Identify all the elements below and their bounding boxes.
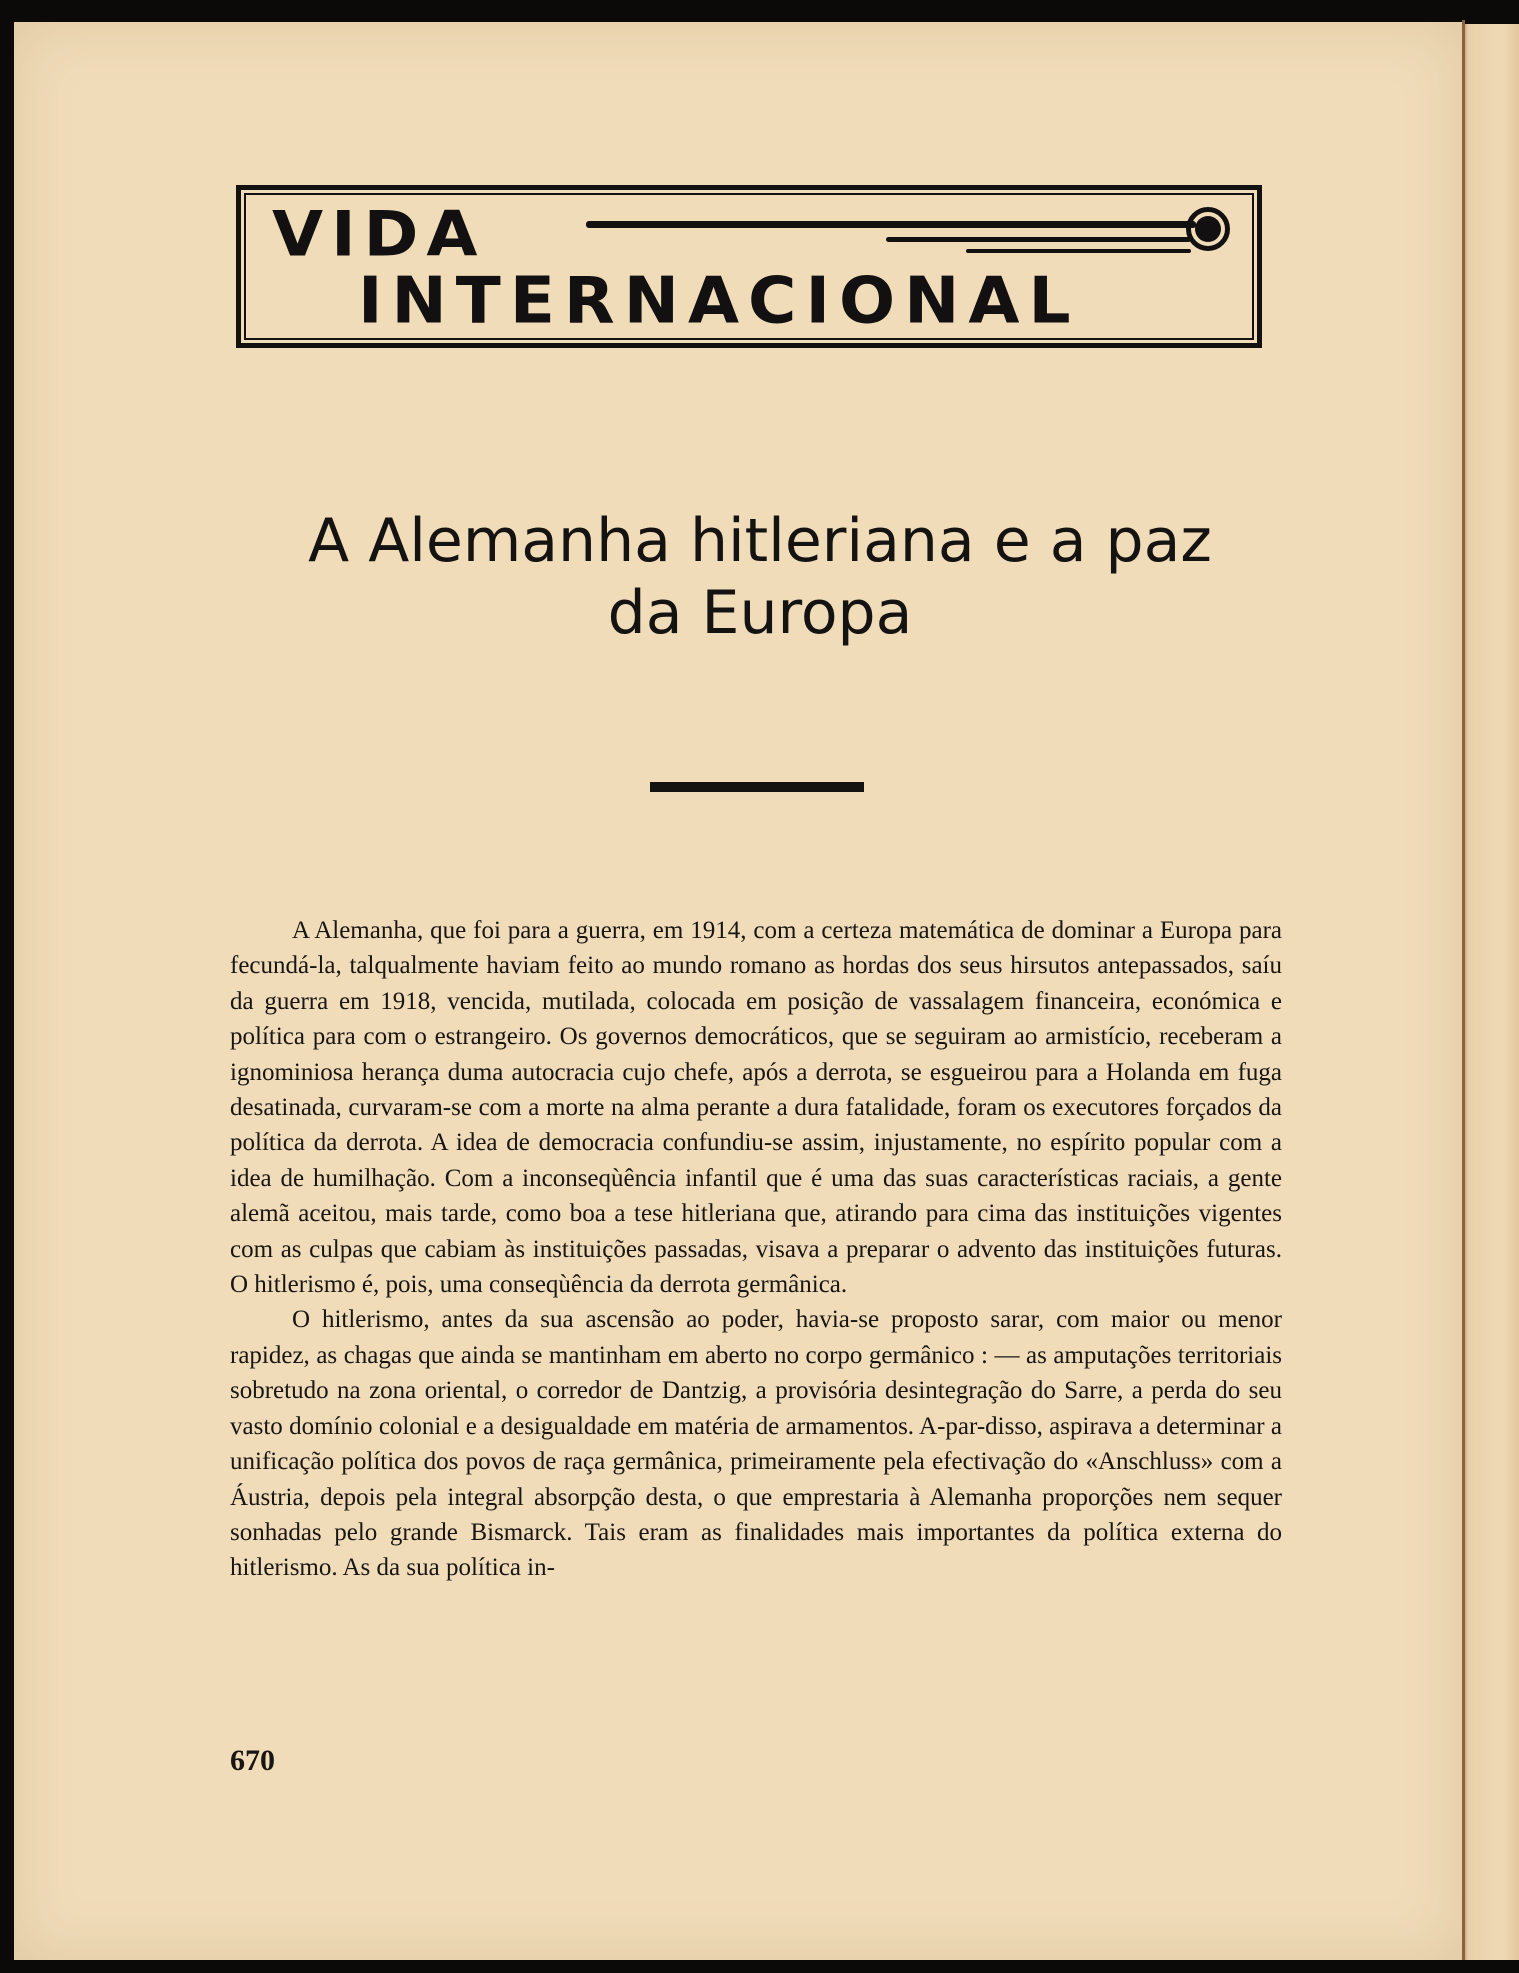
masthead-ornament-dot — [1195, 216, 1221, 242]
page-binding-edge — [1462, 20, 1465, 1960]
masthead-rule-1 — [586, 221, 1196, 228]
article-paragraph-2: O hitlerismo, antes da sua ascensão ao poder, havia-se proposto sarar, com maior ou menor rapidez, as chagas que ainda se mantinham em aberto no corpo germânico : — as amputações territoriais sobretudo na zona oriental, o corredor de Dantzig, a provisória desintegração do Sarre, a perda do seu vasto domínio colonial e a desigualdade em matéria de armamentos. A-par-disso, aspirava a determinar a unificação política dos povos de raça germânica, primeiramente pela efectivação do «Anschluss» com a Áustria, depois pela integral absorpção desta, o que emprestaria à Alemanha proporções nem sequer sonhadas pelo grande Bismarck. Tais eram as finalidades mais importantes da política externa do hitlerismo. As da sua política in- — [230, 1306, 1282, 1582]
article-paragraph-1: A Alemanha, que foi para a guerra, em 1914, com a certeza matemática de dominar a Europa para fecundá-la, talqualmente haviam feito ao mundo romano as hordas dos seus hirsutos antepassados, saíu da guerra em 1918, vencida, mutilada, colocada em posição de vassalagem financeira, económica e política para com o estrangeiro. Os governos democráticos, que se seguiram ao armistício, receberam a ignominiosa herança duma autocracia cujo chefe, após a derrota, se esgueirou para a Holanda em fuga desatinada, curvaram-se com a morte na alma perante a dura fatalidade, foram os executores forçados da política da derrota. A idea de democracia confundiu-se assim, injustamente, no espírito popular com a idea de humilhação. Com a inconseqùência infantil que é uma das suas características raciais, a gente alemã aceitou, mais tarde, como boa a tese hitleriana que, atirando para cima das instituições vigentes com as culpas que cabiam às instituições passadas, visava a preparar o advento das instituições futuras. O hitlerismo é, pois, uma conseqùência da derrota germânica. — [230, 917, 1282, 1299]
masthead-line-2: INTERNACIONAL — [358, 263, 1080, 338]
title-divider — [650, 782, 864, 792]
article-title-line-1: A Alemanha hitleriana e a paz — [308, 506, 1212, 576]
masthead-line-1: VIDA — [272, 197, 486, 271]
article-body — [230, 913, 1282, 1586]
masthead-rule-3 — [966, 249, 1191, 253]
page-number: 670 — [230, 1744, 275, 1777]
article-title — [200, 505, 1320, 649]
next-page-edge — [1462, 24, 1519, 1960]
masthead-frame — [244, 193, 1254, 340]
masthead-vida-internacional — [236, 185, 1262, 348]
masthead-rule-2 — [886, 237, 1191, 242]
article-title-line-2: da Europa — [607, 578, 913, 648]
